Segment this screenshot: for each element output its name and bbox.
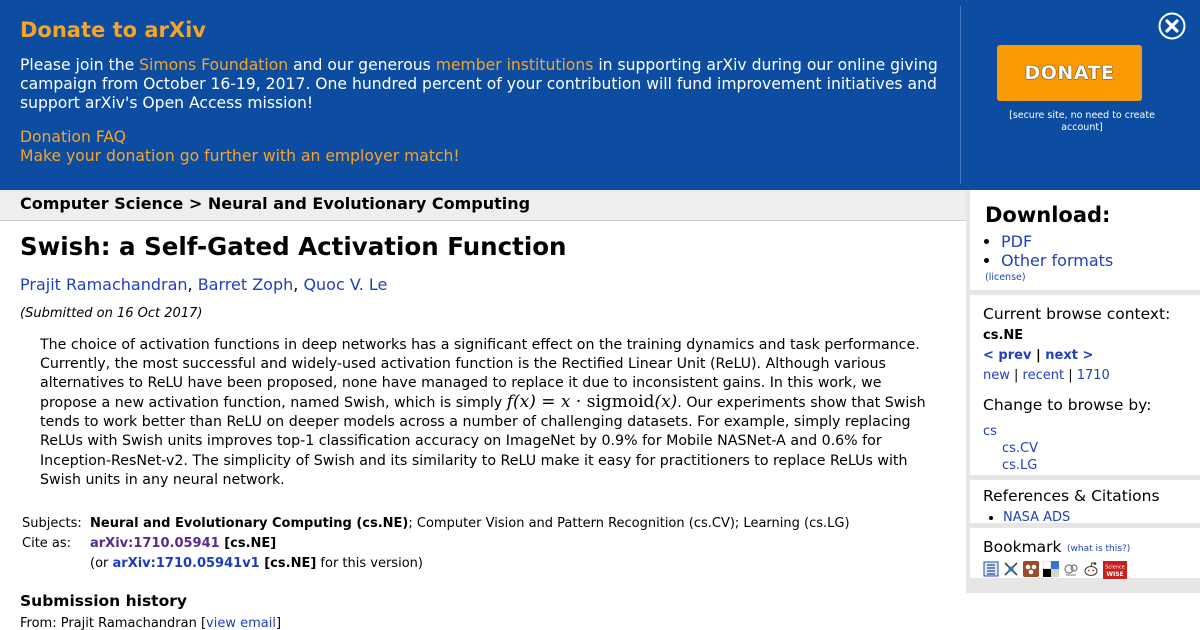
author-link[interactable]: Barret Zoph (197, 275, 294, 294)
simons-foundation-link[interactable]: Simons Foundation (139, 56, 289, 74)
donate-note: [secure site, no need to create account] (1009, 110, 1155, 133)
subjects-row (22, 514, 850, 534)
breadcrumb: Computer Science > Neural and Evolutionary Computing (0, 190, 966, 221)
month-link[interactable]: 1710 (1076, 368, 1110, 383)
banner-links (20, 128, 940, 166)
next-link[interactable]: next > (1045, 348, 1094, 363)
mendeley-icon[interactable] (1023, 561, 1039, 577)
formula-fn: sigmoid (586, 392, 655, 413)
employer-match-link[interactable]: Make your donation go further with an employer match! (20, 147, 460, 165)
submission-history-title: Submission history (20, 592, 187, 610)
bookmark-title: Bookmark (983, 538, 1062, 556)
subjects-label: Subjects: (22, 516, 82, 531)
context-name: cs.NE (983, 328, 1024, 343)
from-text-end: ] (275, 616, 282, 630)
banner-content (20, 16, 940, 166)
list-item (1001, 232, 1113, 251)
browse-context-box (970, 295, 1200, 475)
context-links (983, 368, 1110, 384)
digg-icon[interactable] (1063, 561, 1079, 577)
download-title: Download: (985, 203, 1111, 227)
submission-from (20, 616, 281, 630)
what-is-this-link[interactable]: (what is this?) (1067, 544, 1131, 554)
download-box (970, 190, 1200, 290)
references-title: References & Citations (983, 487, 1160, 505)
close-icon (1156, 10, 1188, 42)
browse-cslg-link[interactable]: cs.LG (1002, 458, 1038, 473)
author-link[interactable]: Prajit Ramachandran (20, 275, 188, 294)
banner-text (20, 56, 940, 113)
banner-text-part: and our generous (288, 56, 436, 74)
version-category: [cs.NE] (259, 556, 317, 571)
from-text: From: Prajit Ramachandran [ (20, 616, 207, 630)
references-list (1003, 510, 1070, 526)
version-row (22, 554, 850, 574)
change-browse-title: Change to browse by: (983, 396, 1152, 414)
bookmark-box (970, 528, 1200, 578)
recent-link[interactable]: recent (1022, 368, 1065, 383)
license-link[interactable]: (license) (985, 272, 1026, 283)
separator: | (1031, 348, 1046, 363)
donation-faq-link[interactable]: Donation FAQ (20, 128, 127, 146)
sciencewise-text-1: Science (1105, 564, 1125, 571)
references-box (970, 480, 1200, 523)
abstract-text: The choice of activation functions in deep networks has a significant effect on the training dynamics and task performance. Currently, the most successful and widely-used activation function is the Rectified Linear Unit (ReLU). Although various alternatives to ReLU have been proposed, none have managed to replace it due to inconsistent gains. In this work, we propose a new activation function, named Swish, which is simply (40, 337, 920, 412)
context-nav (983, 348, 1093, 364)
pdf-link[interactable]: PDF (1001, 232, 1033, 251)
delicious-icon[interactable] (1043, 561, 1059, 577)
bookmark-icons (983, 561, 1127, 579)
separator: | (1064, 368, 1077, 383)
download-list (1001, 232, 1113, 270)
author-link[interactable]: Quoc V. Le (303, 275, 388, 294)
submission-date: (Submitted on 16 Oct 2017) (20, 306, 203, 321)
banner-text-part: in supporting arXiv during our online giving campaign from October 16-19, 2017. One hundred percent of your contribution will fund improvement initiatives and support arXiv's Open Access mission! (20, 56, 938, 112)
sidebar (966, 190, 1200, 593)
sciencewise-icon[interactable] (1103, 561, 1127, 579)
formula-lhs: f(x) = x · (506, 392, 587, 413)
donation-banner (0, 0, 1200, 190)
banner-text-part: Please join the (20, 56, 140, 74)
new-link[interactable]: new (983, 368, 1010, 383)
version-link[interactable]: arXiv:1710.05941v1 (112, 556, 260, 571)
browse-cscv-link[interactable]: cs.CV (1002, 441, 1039, 456)
swish-formula (507, 392, 678, 412)
list-item (1003, 510, 1070, 526)
list-item (1001, 251, 1113, 270)
nasa-ads-link[interactable]: NASA ADS (1003, 510, 1071, 525)
bibsonomy-icon[interactable] (983, 561, 999, 577)
cite-category: [cs.NE] (219, 536, 277, 551)
close-banner-button[interactable] (1156, 10, 1188, 42)
other-formats-link[interactable]: Other formats (1001, 251, 1114, 270)
page-title: Swish: a Self-Gated Activation Function (20, 232, 567, 261)
abstract-text: . Our experiments show that Swish tends to work better than ReLU on deeper models across a number of challenging datasets. For example, simply replacing ReLUs with Swish units improves top-1 classification accuracy on ImageNet by 0.9% for Mobile NASNet-A and 0.6% for Inception-ResNet-v2. The simplicity of Swish and its similarity to ReLU make it easy for practitioners to replace ReLUs with Swish units in any neural network. (40, 395, 926, 488)
citeulike-icon[interactable] (1003, 561, 1019, 577)
prev-link[interactable]: < prev (983, 348, 1032, 363)
cite-label: Cite as: (22, 536, 72, 551)
separator: | (1009, 368, 1023, 383)
donate-button[interactable]: DONATE (997, 45, 1142, 101)
version-prefix: (or (90, 556, 113, 571)
banner-title: Donate to arXiv (20, 18, 206, 42)
view-email-link[interactable]: view email (206, 616, 276, 630)
sciencewise-text-2: WISE (1106, 571, 1124, 578)
abstract (40, 336, 935, 490)
member-institutions-link[interactable]: member institutions (435, 56, 594, 74)
context-title: Current browse context: (983, 305, 1171, 323)
other-subjects: ; Computer Vision and Pattern Recognition (cs.CV); Learning (cs.LG) (408, 516, 850, 531)
version-suffix: for this version) (316, 556, 423, 571)
banner-divider (960, 6, 961, 184)
cite-row (22, 534, 850, 554)
browse-cs-link[interactable]: cs (983, 424, 997, 439)
author-list: Prajit Ramachandran, Barret Zoph, Quoc V. Le (20, 275, 388, 294)
metadata-table (22, 514, 850, 574)
formula-rhs: (x) (654, 392, 678, 413)
reddit-icon[interactable] (1083, 561, 1099, 577)
arxiv-id-link[interactable]: arXiv:1710.05941 (90, 536, 220, 551)
primary-subject: Neural and Evolutionary Computing (cs.NE) (90, 516, 409, 531)
